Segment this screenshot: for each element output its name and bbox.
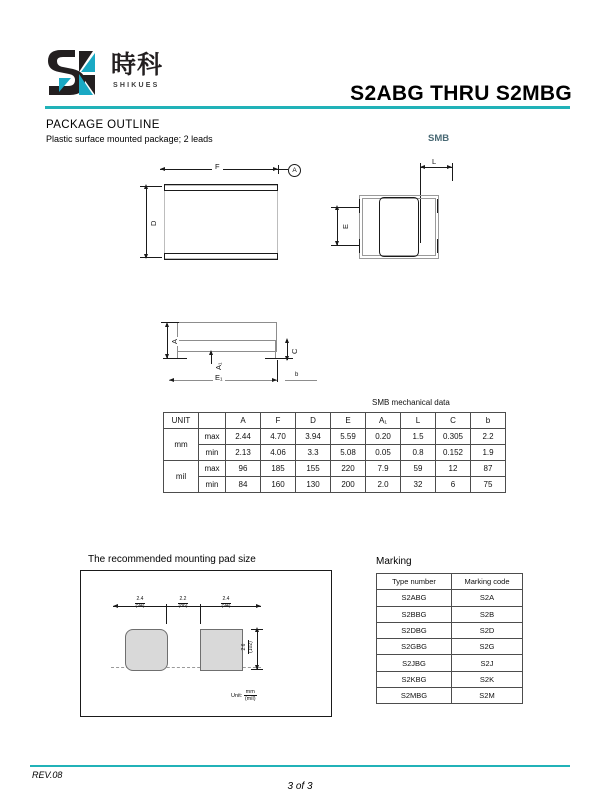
cell-value: 75	[471, 477, 506, 493]
table-row	[164, 445, 506, 461]
dim-label-c: C	[290, 348, 299, 354]
cell-value: 96	[226, 461, 261, 477]
dim-label-a: A	[170, 338, 179, 344]
pad-drawing-panel	[80, 570, 332, 717]
logo-latin-text: SHIKUES	[113, 82, 160, 89]
section-title: PACKAGE OUTLINE	[46, 119, 160, 131]
pad-dim-left	[125, 597, 155, 609]
minmax-label: max	[199, 429, 226, 445]
header-col-a: A	[226, 413, 261, 429]
page-number: 3 of 3	[287, 781, 313, 792]
table-row	[164, 461, 506, 477]
table-row	[377, 688, 523, 704]
cell-type-number: S2ABG	[377, 590, 452, 606]
cell-marking-code: S2J	[452, 655, 523, 671]
cell-type-number: S2GBG	[377, 639, 452, 655]
cell-value: 2.0	[366, 477, 401, 493]
cell-type-number: S2BBG	[377, 606, 452, 622]
cell-marking-code: S2D	[452, 622, 523, 638]
header-col-l: L	[401, 413, 436, 429]
pad-dim-right-mil: (94)	[221, 602, 231, 609]
section-subtitle: Plastic surface mounted package; 2 leads	[46, 134, 213, 144]
cell-value: 1.5	[401, 429, 436, 445]
dim-label-e1: E₁	[215, 373, 223, 382]
cell-value: 2.44	[226, 429, 261, 445]
cell-value: 3.94	[296, 429, 331, 445]
cell-value: 3.3	[296, 445, 331, 461]
cell-value: 5.08	[331, 445, 366, 461]
cell-value: 32	[401, 477, 436, 493]
page-header	[0, 0, 600, 110]
unit-cell-mm: mm	[164, 429, 199, 461]
cell-value: 0.20	[366, 429, 401, 445]
cell-value: 0.05	[366, 445, 401, 461]
cell-value: 1.9	[471, 445, 506, 461]
pad-dim-mid	[168, 597, 198, 609]
cell-value: 160	[261, 477, 296, 493]
package-body-top	[164, 185, 278, 259]
pad-dim-right-mm: 2.4	[222, 596, 230, 602]
pad-dim-mid-mil: (86)	[178, 602, 188, 609]
cell-value: 0.152	[436, 445, 471, 461]
drawing-side-view	[155, 318, 325, 393]
cell-type-number: S2MBG	[377, 688, 452, 704]
pad-unit-note	[231, 689, 257, 702]
table-header-row	[377, 574, 523, 590]
table-row	[164, 429, 506, 445]
unit-note-mil: (mil)	[244, 696, 256, 702]
pad-section-caption: The recommended mounting pad size	[88, 554, 256, 565]
table-row	[377, 639, 523, 655]
pad-dim-mid-mm: 2.2	[179, 596, 187, 602]
table-header-row	[164, 413, 506, 429]
cell-value: 130	[296, 477, 331, 493]
cell-value: 5.59	[331, 429, 366, 445]
table-row	[377, 606, 523, 622]
header-rule	[45, 106, 570, 109]
shikues-logo-mark	[45, 48, 107, 98]
table-row	[377, 671, 523, 687]
cell-value: 84	[226, 477, 261, 493]
cell-marking-code: S2B	[452, 606, 523, 622]
die-outline	[379, 197, 419, 257]
dim-label-e: E	[341, 223, 350, 229]
header-col-f: F	[261, 413, 296, 429]
cell-marking-code: S2M	[452, 688, 523, 704]
pad-dim-height-mm: 2.6	[242, 640, 249, 654]
cell-value: 59	[401, 461, 436, 477]
cell-value: 2.13	[226, 445, 261, 461]
pad-dim-height	[242, 640, 254, 654]
cell-type-number: S2JBG	[377, 655, 452, 671]
minmax-label: max	[199, 461, 226, 477]
cell-marking-code: S2G	[452, 639, 523, 655]
dim-label-b: b	[295, 372, 299, 378]
header-col-d: D	[296, 413, 331, 429]
cell-value: 220	[331, 461, 366, 477]
header-col-c: C	[436, 413, 471, 429]
mech-table-caption: SMB mechanical data	[372, 398, 450, 407]
logo-chinese-text: 時科	[111, 50, 164, 79]
package-body-side	[177, 322, 277, 352]
pad-dim-left-mil: (94)	[135, 602, 145, 609]
minmax-label: min	[199, 445, 226, 461]
header-col-b: b	[471, 413, 506, 429]
pad-dim-height-mil: (102)	[247, 641, 254, 653]
dim-label-l: L	[432, 157, 437, 166]
header-col-a1: A₁	[366, 413, 401, 429]
table-row	[377, 622, 523, 638]
minmax-label: min	[199, 477, 226, 493]
revision-label: REV.08	[32, 770, 63, 780]
header-blank	[199, 413, 226, 429]
cell-value: 7.9	[366, 461, 401, 477]
mounting-pad-right	[200, 629, 243, 671]
callout-a: A	[288, 164, 301, 177]
company-logo	[45, 48, 175, 98]
cell-type-number: S2DBG	[377, 622, 452, 638]
header-marking-code: Marking code	[452, 574, 523, 590]
cell-value: 4.06	[261, 445, 296, 461]
mech-data-table	[163, 412, 506, 493]
mounting-pad-left	[125, 629, 168, 671]
cell-value: 12	[436, 461, 471, 477]
drawing-top-view	[150, 155, 310, 265]
cell-value: 87	[471, 461, 506, 477]
cell-value: 200	[331, 477, 366, 493]
pad-dim-left-mm: 2.4	[136, 596, 144, 602]
drawing-end-view	[335, 155, 475, 265]
header-col-e: E	[331, 413, 366, 429]
marking-table	[376, 573, 523, 704]
dim-label-a1: A₁	[214, 362, 223, 370]
unit-cell-mil: mil	[164, 461, 199, 493]
table-row	[377, 655, 523, 671]
dim-label-d: D	[149, 220, 158, 226]
page-title: S2ABG THRU S2MBG	[350, 82, 572, 105]
cell-value: 0.305	[436, 429, 471, 445]
marking-section-caption: Marking	[376, 556, 412, 567]
cell-type-number: S2KBG	[377, 671, 452, 687]
cell-value: 155	[296, 461, 331, 477]
unit-note-mm: mm	[245, 689, 255, 695]
header-unit: UNIT	[164, 413, 199, 429]
table-row	[164, 477, 506, 493]
package-type-label: SMB	[428, 133, 450, 144]
dim-label-f: F	[212, 162, 223, 171]
cell-value: 0.8	[401, 445, 436, 461]
footer-rule	[30, 765, 570, 767]
cell-value: 2.2	[471, 429, 506, 445]
cell-value: 4.70	[261, 429, 296, 445]
pad-dim-right	[211, 597, 241, 609]
cell-value: 6	[436, 477, 471, 493]
table-row	[377, 590, 523, 606]
lead-bar-bottom	[164, 253, 278, 260]
cell-marking-code: S2K	[452, 671, 523, 687]
cell-value: 185	[261, 461, 296, 477]
header-type-number: Type number	[377, 574, 452, 590]
lead-bar-top	[164, 184, 278, 191]
cell-marking-code: S2A	[452, 590, 523, 606]
unit-note-label: Unit:	[231, 692, 243, 699]
